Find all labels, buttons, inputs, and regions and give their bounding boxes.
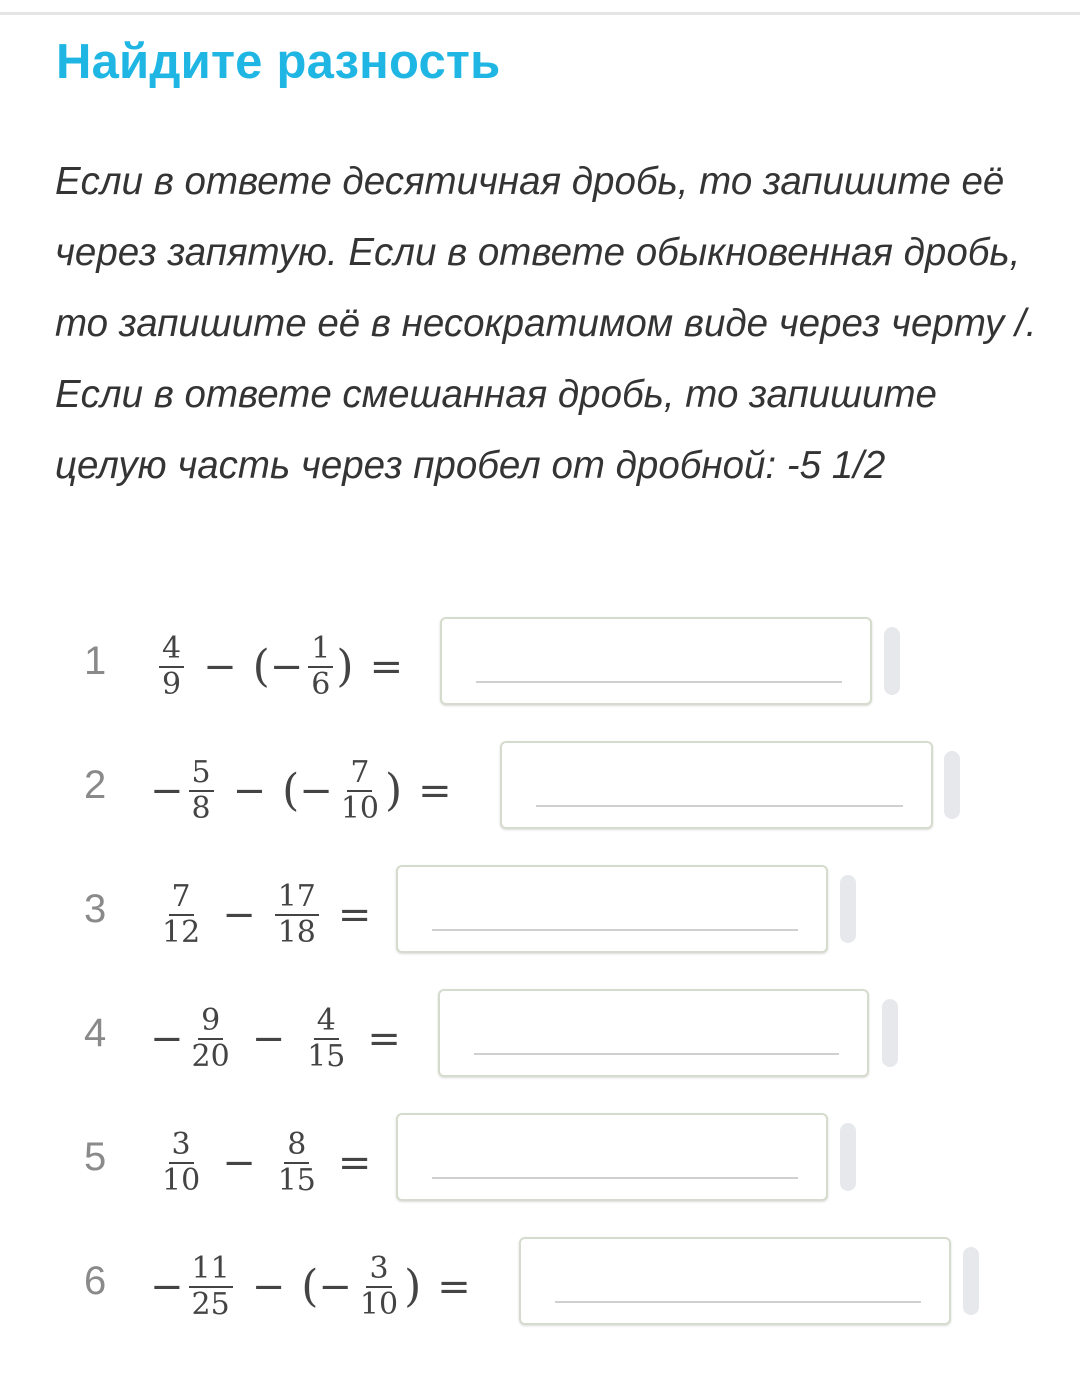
fraction [275,879,319,950]
problem-row-2 [0,741,1080,841]
numerator: 1 [308,634,333,668]
answer-input[interactable] [519,1237,951,1325]
denominator: 10 [162,1163,201,1198]
minus-sign: − [150,1264,184,1310]
answer-input[interactable] [396,865,828,953]
numerator: 7 [169,882,194,916]
problem-row-1 [0,617,1080,717]
answer-underline [432,929,798,931]
problem-expression [156,1119,387,1207]
problem-expression [150,747,468,835]
denominator: 6 [311,667,331,702]
numerator: 8 [284,1130,309,1164]
numerator: 3 [366,1254,391,1288]
open-paren: ( [282,765,300,816]
fraction [308,631,333,702]
problem-row-3 [0,865,1080,965]
minus-sign: − [299,768,333,814]
numerator: 11 [189,1254,233,1288]
denominator: 15 [307,1039,346,1074]
numerator: 7 [347,758,372,792]
drag-handle[interactable] [840,1123,856,1191]
problem-expression [156,871,387,959]
problem-expression [150,995,417,1083]
page-title: Найдите разность [56,35,501,89]
open-paren: ( [301,1261,319,1312]
denominator: 15 [277,1163,316,1198]
fraction [159,1127,203,1198]
equals-sign: = [437,1264,471,1310]
close-paren: ) [336,641,354,692]
fraction [338,755,382,826]
close-paren: ) [385,765,403,816]
minus-sign: − [232,768,267,814]
problem-number: 6 [84,1259,107,1303]
answer-input[interactable] [500,741,933,829]
equals-sign: = [337,892,372,938]
answer-underline [474,1053,839,1055]
equals-sign: = [369,644,404,690]
minus-sign: − [222,892,256,938]
instructions-text: Если в ответе десятичная дробь, то запишите её через запятую. Если в ответе обыкновенная дробь, то запишите её в несократимом виде через черту /. Если в ответе смешанная дробь, то запишите целую часть через пробел от дробной: -5 1/2 [55,160,1037,487]
problem-number: 2 [84,763,107,807]
drag-handle[interactable] [882,999,898,1067]
fraction [159,631,184,702]
drag-handle[interactable] [884,627,900,695]
fraction [189,755,214,826]
problem-row-4 [0,989,1080,1089]
denominator: 25 [191,1287,230,1322]
answer-input[interactable] [440,617,872,705]
minus-sign: − [251,1016,286,1062]
equals-sign: = [418,768,452,814]
top-divider [0,0,1080,15]
drag-handle[interactable] [840,875,856,943]
answer-underline [536,805,903,807]
problem-row-6 [0,1237,1080,1337]
numerator: 9 [198,1006,223,1040]
answer-input[interactable] [396,1113,828,1201]
problem-number: 1 [84,639,107,683]
problem-number: 4 [84,1011,107,1055]
problem-expression [150,1243,487,1331]
denominator: 18 [277,915,316,950]
answer-underline [476,681,842,683]
fraction [189,1251,233,1322]
minus-sign: − [222,1140,256,1186]
denominator: 10 [340,791,379,826]
fraction [275,1127,319,1198]
answer-input[interactable] [438,989,869,1077]
fraction [189,1003,233,1074]
numerator: 17 [275,882,319,916]
fraction [159,879,203,950]
numerator: 4 [159,634,184,668]
fraction [304,1003,348,1074]
open-paren: ( [252,641,270,692]
problem-expression [156,623,419,711]
minus-sign: − [203,644,237,690]
close-paren: ) [404,1261,422,1312]
numerator: 3 [169,1130,194,1164]
minus-sign: − [269,644,304,690]
minus-sign: − [251,1264,286,1310]
drag-handle[interactable] [963,1247,979,1315]
denominator: 9 [162,667,182,702]
denominator: 20 [191,1039,230,1074]
denominator: 10 [359,1287,399,1322]
answer-underline [555,1301,921,1303]
minus-sign: − [150,1016,184,1062]
equals-sign: = [337,1140,372,1186]
problem-row-5 [0,1113,1080,1213]
equals-sign: = [367,1016,401,1062]
numerator: 5 [189,758,214,792]
problem-number: 3 [84,887,107,931]
drag-handle[interactable] [944,751,960,819]
numerator: 4 [314,1006,339,1040]
minus-sign: − [150,768,184,814]
denominator: 12 [162,915,201,950]
answer-underline [432,1177,798,1179]
problem-number: 5 [84,1135,107,1179]
denominator: 8 [191,791,211,826]
minus-sign: − [318,1264,352,1310]
fraction [357,1251,401,1322]
